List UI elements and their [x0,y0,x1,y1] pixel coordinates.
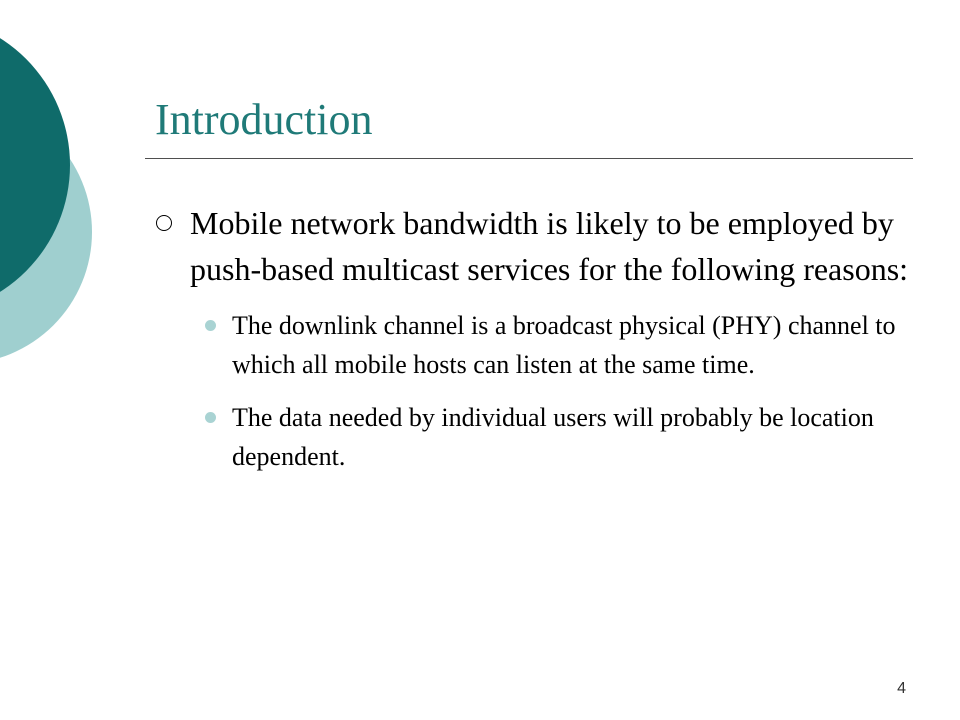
sub-bullet-text: The data needed by individual users will probably be location dependent. [232,403,874,471]
decorative-circles [0,0,120,400]
slide-content [150,200,920,490]
title-divider [145,158,913,159]
dot-bullet-icon [205,320,216,331]
main-bullet [150,200,920,292]
sub-bullet-text: The downlink channel is a broadcast physical (PHY) channel to which all mobile hosts can listen at the same time. [232,311,896,379]
page-number: 4 [897,680,906,697]
sub-bullet-list [150,306,920,476]
main-bullet-text: Mobile network bandwidth is likely to be employed by push-based multicast services for the following reasons: [190,205,909,287]
sub-bullet [190,398,920,476]
sub-bullet [190,306,920,384]
hollow-circle-bullet-icon [156,215,172,231]
dot-bullet-icon [205,412,216,423]
slide-title: Introduction [155,95,373,144]
